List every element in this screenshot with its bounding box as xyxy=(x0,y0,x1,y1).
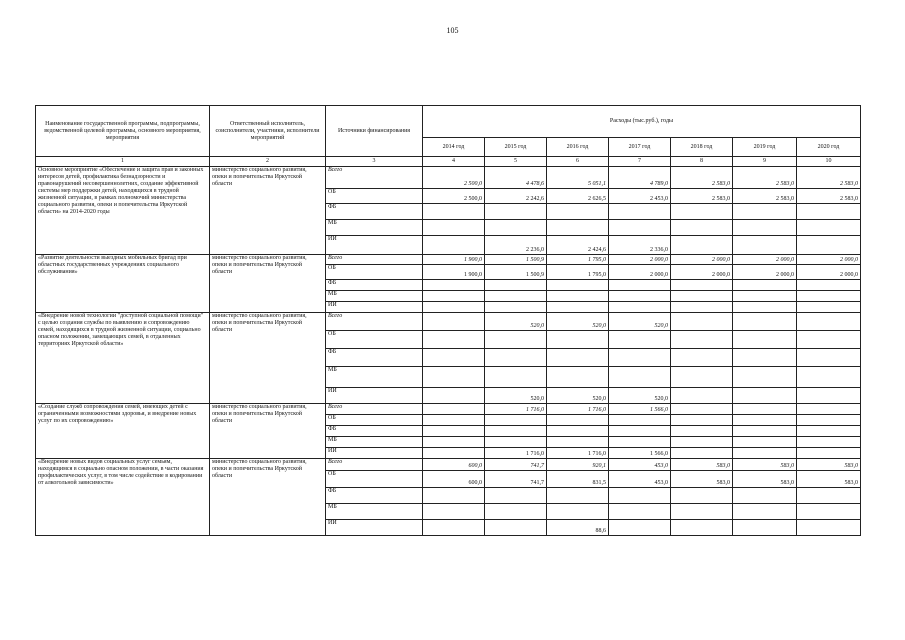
expense-value xyxy=(671,426,733,437)
funding-source: МБ xyxy=(326,504,423,520)
expense-value: 2 583,0 xyxy=(797,189,861,204)
expense-value: 520,0 xyxy=(485,388,547,404)
expense-value: 2 000,0 xyxy=(609,265,671,280)
header-year: 2016 год xyxy=(547,138,609,157)
expense-value: 520,0 xyxy=(609,313,671,331)
expense-value xyxy=(797,367,861,388)
funding-source: ФБ xyxy=(326,488,423,504)
expense-value: 453,0 xyxy=(609,471,671,488)
expense-value xyxy=(485,280,547,291)
expense-value xyxy=(671,404,733,415)
expense-value xyxy=(609,291,671,302)
expense-value: 2 583,0 xyxy=(671,167,733,189)
expense-value xyxy=(547,220,609,236)
expense-value xyxy=(485,331,547,349)
expense-value: 1 500,9 xyxy=(485,265,547,280)
expense-value xyxy=(733,388,797,404)
expense-value xyxy=(671,302,733,313)
program-executor: министерство социального развития, опеки и попечительства Иркутской области xyxy=(210,255,326,313)
expense-value xyxy=(733,426,797,437)
expense-value xyxy=(485,302,547,313)
expense-value: 583,0 xyxy=(733,471,797,488)
expense-value xyxy=(547,291,609,302)
expense-value xyxy=(671,520,733,536)
header-year: 2019 год xyxy=(733,138,797,157)
expense-value xyxy=(671,236,733,255)
expense-value xyxy=(547,367,609,388)
expense-value xyxy=(671,415,733,426)
expense-value xyxy=(609,520,671,536)
expense-value xyxy=(547,426,609,437)
expense-value xyxy=(423,488,485,504)
funding-source: ОБ xyxy=(326,265,423,280)
expense-value xyxy=(609,349,671,367)
column-number: 1 xyxy=(36,157,210,167)
expense-value xyxy=(485,220,547,236)
expense-value: 1 716,0 xyxy=(485,404,547,415)
expense-value: 2 000,0 xyxy=(733,265,797,280)
expense-value: 2 626,5 xyxy=(547,189,609,204)
program-name: «Развитие деятельности выездных мобильных бригад при областных государственных учреждениях социального обслуживания» xyxy=(36,255,210,313)
expense-value: 2 583,0 xyxy=(733,189,797,204)
expense-value: 1 795,0 xyxy=(547,265,609,280)
expense-value xyxy=(485,415,547,426)
column-number: 9 xyxy=(733,157,797,167)
expense-value: 2 242,6 xyxy=(485,189,547,204)
column-number: 10 xyxy=(797,157,861,167)
column-number: 4 xyxy=(423,157,485,167)
expense-value xyxy=(733,520,797,536)
table-row xyxy=(36,167,861,189)
program-name: «Внедрение новых видов социальных услуг семьям, находящимся в социально опасном положении, в части оказания профилактических услуг, в том числе содействие в кодировании от алкогольной зависимости» xyxy=(36,459,210,536)
expense-value xyxy=(671,220,733,236)
funding-source: ОБ xyxy=(326,471,423,488)
expense-value xyxy=(485,204,547,220)
expense-value xyxy=(671,504,733,520)
header-year: 2017 год xyxy=(609,138,671,157)
expense-value: 1 500,9 xyxy=(485,255,547,265)
expense-value xyxy=(485,367,547,388)
expense-value xyxy=(547,488,609,504)
expense-value xyxy=(609,204,671,220)
expense-value: 2 000,0 xyxy=(797,255,861,265)
expense-value xyxy=(797,404,861,415)
expense-value xyxy=(797,302,861,313)
table-row xyxy=(36,459,861,471)
expense-value: 2 000,0 xyxy=(671,265,733,280)
expense-value xyxy=(609,280,671,291)
expense-value: 831,5 xyxy=(547,471,609,488)
expense-value xyxy=(609,504,671,520)
expense-value xyxy=(671,349,733,367)
expense-value: 741,7 xyxy=(485,471,547,488)
expense-value xyxy=(797,313,861,331)
expense-value xyxy=(609,367,671,388)
expense-value xyxy=(423,367,485,388)
expense-value xyxy=(797,448,861,459)
column-number: 7 xyxy=(609,157,671,167)
table-row xyxy=(36,313,861,331)
expense-value xyxy=(609,302,671,313)
funding-source: ФБ xyxy=(326,280,423,291)
header-year: 2014 год xyxy=(423,138,485,157)
expense-value: 2 453,0 xyxy=(609,189,671,204)
funding-source: Всего xyxy=(326,459,423,471)
expense-value xyxy=(547,437,609,448)
program-executor: министерство социального развития, опеки и попечительства Иркутской области xyxy=(210,167,326,255)
expense-value xyxy=(797,204,861,220)
expense-value: 1 716,0 xyxy=(547,404,609,415)
expense-value xyxy=(609,220,671,236)
expense-value xyxy=(423,404,485,415)
column-number: 6 xyxy=(547,157,609,167)
expense-value: 741,7 xyxy=(485,459,547,471)
table-row xyxy=(36,255,861,265)
expenses-table xyxy=(35,105,861,536)
expense-value xyxy=(609,426,671,437)
header-year: 2020 год xyxy=(797,138,861,157)
expense-value xyxy=(423,520,485,536)
expense-value xyxy=(733,488,797,504)
funding-source: ИИ xyxy=(326,388,423,404)
program-executor: министерство социального развития, опеки и попечительства Иркутской области xyxy=(210,459,326,536)
expense-value xyxy=(733,236,797,255)
expense-value xyxy=(671,367,733,388)
expense-value: 600,0 xyxy=(423,471,485,488)
program-name: «Внедрение новой технологии "доступной социальной помощи" с целью создания службы по выявлению и сопровождению семей, находящихся в трудной жизненной ситуации, социально опасном положении, замещающих семей, в отдаленных территориях Иркутской области» xyxy=(36,313,210,404)
funding-source: Всего xyxy=(326,313,423,331)
funding-source: ОБ xyxy=(326,415,423,426)
expense-value xyxy=(797,291,861,302)
expense-value xyxy=(797,331,861,349)
expense-value: 5 051,1 xyxy=(547,167,609,189)
expense-value xyxy=(547,349,609,367)
expense-value xyxy=(423,504,485,520)
funding-source: ФБ xyxy=(326,204,423,220)
expense-value xyxy=(733,437,797,448)
table-row xyxy=(36,404,861,415)
expense-value xyxy=(797,437,861,448)
expense-value: 2 424,6 xyxy=(547,236,609,255)
expense-value xyxy=(547,504,609,520)
program-executor: министерство социального развития, опеки и попечительства Иркутской области xyxy=(210,404,326,459)
header-name: Наименование государственной программы, подпрограммы, ведомственной целевой программы, основного мероприятия, мероприятия xyxy=(36,106,210,157)
funding-source: ФБ xyxy=(326,426,423,437)
expense-value xyxy=(609,415,671,426)
expense-value: 2 583,0 xyxy=(797,167,861,189)
funding-source: Всего xyxy=(326,167,423,189)
expense-value xyxy=(797,504,861,520)
expense-value xyxy=(485,488,547,504)
expense-value: 1 795,0 xyxy=(547,255,609,265)
expense-value: 2 500,0 xyxy=(423,167,485,189)
expense-value xyxy=(671,280,733,291)
expense-value xyxy=(423,280,485,291)
expense-value: 2 500,0 xyxy=(423,189,485,204)
expense-value xyxy=(797,415,861,426)
expense-value xyxy=(733,415,797,426)
expense-value xyxy=(609,437,671,448)
expense-value: 1 566,0 xyxy=(609,404,671,415)
expense-value xyxy=(733,291,797,302)
expense-value xyxy=(671,388,733,404)
expense-value xyxy=(733,448,797,459)
expense-value: 2 336,0 xyxy=(609,236,671,255)
expense-value xyxy=(797,280,861,291)
funding-source: ИИ xyxy=(326,302,423,313)
expense-value xyxy=(609,331,671,349)
expense-value: 583,0 xyxy=(671,471,733,488)
expense-value: 453,0 xyxy=(609,459,671,471)
expense-value xyxy=(485,504,547,520)
expense-value xyxy=(423,349,485,367)
expense-value xyxy=(671,488,733,504)
expense-value: 2 583,0 xyxy=(733,167,797,189)
expense-value xyxy=(547,302,609,313)
header-executor: Ответственный исполнитель, соисполнители, участники, исполнители мероприятий xyxy=(210,106,326,157)
expense-value xyxy=(423,220,485,236)
expense-value xyxy=(423,236,485,255)
expense-value: 520,0 xyxy=(485,313,547,331)
expense-value: 583,0 xyxy=(797,459,861,471)
expense-value xyxy=(485,520,547,536)
expense-value xyxy=(423,426,485,437)
funding-source: ОБ xyxy=(326,189,423,204)
header-year: 2015 год xyxy=(485,138,547,157)
expense-value: 4 789,0 xyxy=(609,167,671,189)
expense-value xyxy=(485,349,547,367)
expense-value: 1 900,0 xyxy=(423,255,485,265)
funding-source: ИИ xyxy=(326,236,423,255)
column-number: 5 xyxy=(485,157,547,167)
expense-value: 520,0 xyxy=(547,313,609,331)
expense-value xyxy=(423,291,485,302)
expense-value xyxy=(733,404,797,415)
expense-value xyxy=(733,313,797,331)
funding-source: МБ xyxy=(326,367,423,388)
column-number: 8 xyxy=(671,157,733,167)
expense-value xyxy=(733,504,797,520)
funding-source: ФБ xyxy=(326,349,423,367)
expense-value xyxy=(671,448,733,459)
funding-source: ИИ xyxy=(326,520,423,536)
funding-source: Всего xyxy=(326,404,423,415)
column-number: 2 xyxy=(210,157,326,167)
expense-value xyxy=(423,302,485,313)
expense-value xyxy=(423,331,485,349)
expense-value: 2 583,0 xyxy=(671,189,733,204)
expense-value xyxy=(733,204,797,220)
program-executor: министерство социального развития, опеки и попечительства Иркутской области xyxy=(210,313,326,404)
expense-value: 600,0 xyxy=(423,459,485,471)
expense-value xyxy=(733,280,797,291)
expense-value xyxy=(797,426,861,437)
page-number: 105 xyxy=(446,26,459,35)
expense-value: 920,1 xyxy=(547,459,609,471)
column-number: 3 xyxy=(326,157,423,167)
expense-value xyxy=(485,437,547,448)
expense-value xyxy=(733,367,797,388)
expense-value xyxy=(797,349,861,367)
program-name: Основное мероприятие «Обеспечение и защита прав и законных интересов детей, профилактика безнадзорности и правонарушений несовершеннолетних, создание эффективной системы мер поддержки детей, находящихся в трудной жизненной ситуации, в рамках полномочий министерства социального развития, опеки и попечительства Иркутской области» на 2014-2020 годы xyxy=(36,167,210,255)
expense-value: 2 000,0 xyxy=(609,255,671,265)
expense-value: 2 000,0 xyxy=(733,255,797,265)
expense-value xyxy=(733,220,797,236)
expense-value: 1 900,0 xyxy=(423,265,485,280)
expense-value xyxy=(485,291,547,302)
expense-value xyxy=(423,415,485,426)
expense-value: 583,0 xyxy=(671,459,733,471)
expense-value xyxy=(733,331,797,349)
expense-value xyxy=(547,415,609,426)
expense-value: 1 566,0 xyxy=(609,448,671,459)
expense-value xyxy=(797,388,861,404)
funding-source: МБ xyxy=(326,291,423,302)
expense-value: 583,0 xyxy=(733,459,797,471)
expense-value xyxy=(733,349,797,367)
program-name: «Создание служб сопровождения семей, имеющих детей с ограниченными возможностями здоровья, и внедрение новых услуг по их сопровождению» xyxy=(36,404,210,459)
expense-value xyxy=(797,220,861,236)
expense-value: 1 716,0 xyxy=(485,448,547,459)
expense-value: 2 000,0 xyxy=(671,255,733,265)
expense-value xyxy=(671,291,733,302)
funding-source: МБ xyxy=(326,220,423,236)
expense-value: 1 716,0 xyxy=(547,448,609,459)
expense-value: 583,0 xyxy=(797,471,861,488)
funding-source: ИИ xyxy=(326,448,423,459)
header-year: 2018 год xyxy=(671,138,733,157)
expense-value xyxy=(671,313,733,331)
expense-value xyxy=(797,488,861,504)
expense-value xyxy=(423,437,485,448)
expense-value: 2 000,0 xyxy=(797,265,861,280)
header-expenses: Расходы (тыс.руб.), годы xyxy=(423,106,861,138)
expense-value xyxy=(423,388,485,404)
expense-value xyxy=(671,331,733,349)
expense-value xyxy=(797,520,861,536)
funding-source: ОБ xyxy=(326,331,423,349)
expense-value xyxy=(423,313,485,331)
funding-source: Всего xyxy=(326,255,423,265)
funding-source: МБ xyxy=(326,437,423,448)
expense-value xyxy=(547,331,609,349)
header-sources: Источники финансирования xyxy=(326,106,423,157)
expense-value: 520,0 xyxy=(547,388,609,404)
expense-value: 88,6 xyxy=(547,520,609,536)
expense-value xyxy=(671,204,733,220)
expense-value xyxy=(797,236,861,255)
expense-value: 520,0 xyxy=(609,388,671,404)
expense-value xyxy=(609,488,671,504)
expense-value xyxy=(671,437,733,448)
expense-value xyxy=(547,280,609,291)
expense-value: 4 478,6 xyxy=(485,167,547,189)
expense-value xyxy=(547,204,609,220)
expense-value xyxy=(423,204,485,220)
expense-value xyxy=(423,448,485,459)
expense-value: 2 236,0 xyxy=(485,236,547,255)
expense-value xyxy=(485,426,547,437)
expense-value xyxy=(733,302,797,313)
